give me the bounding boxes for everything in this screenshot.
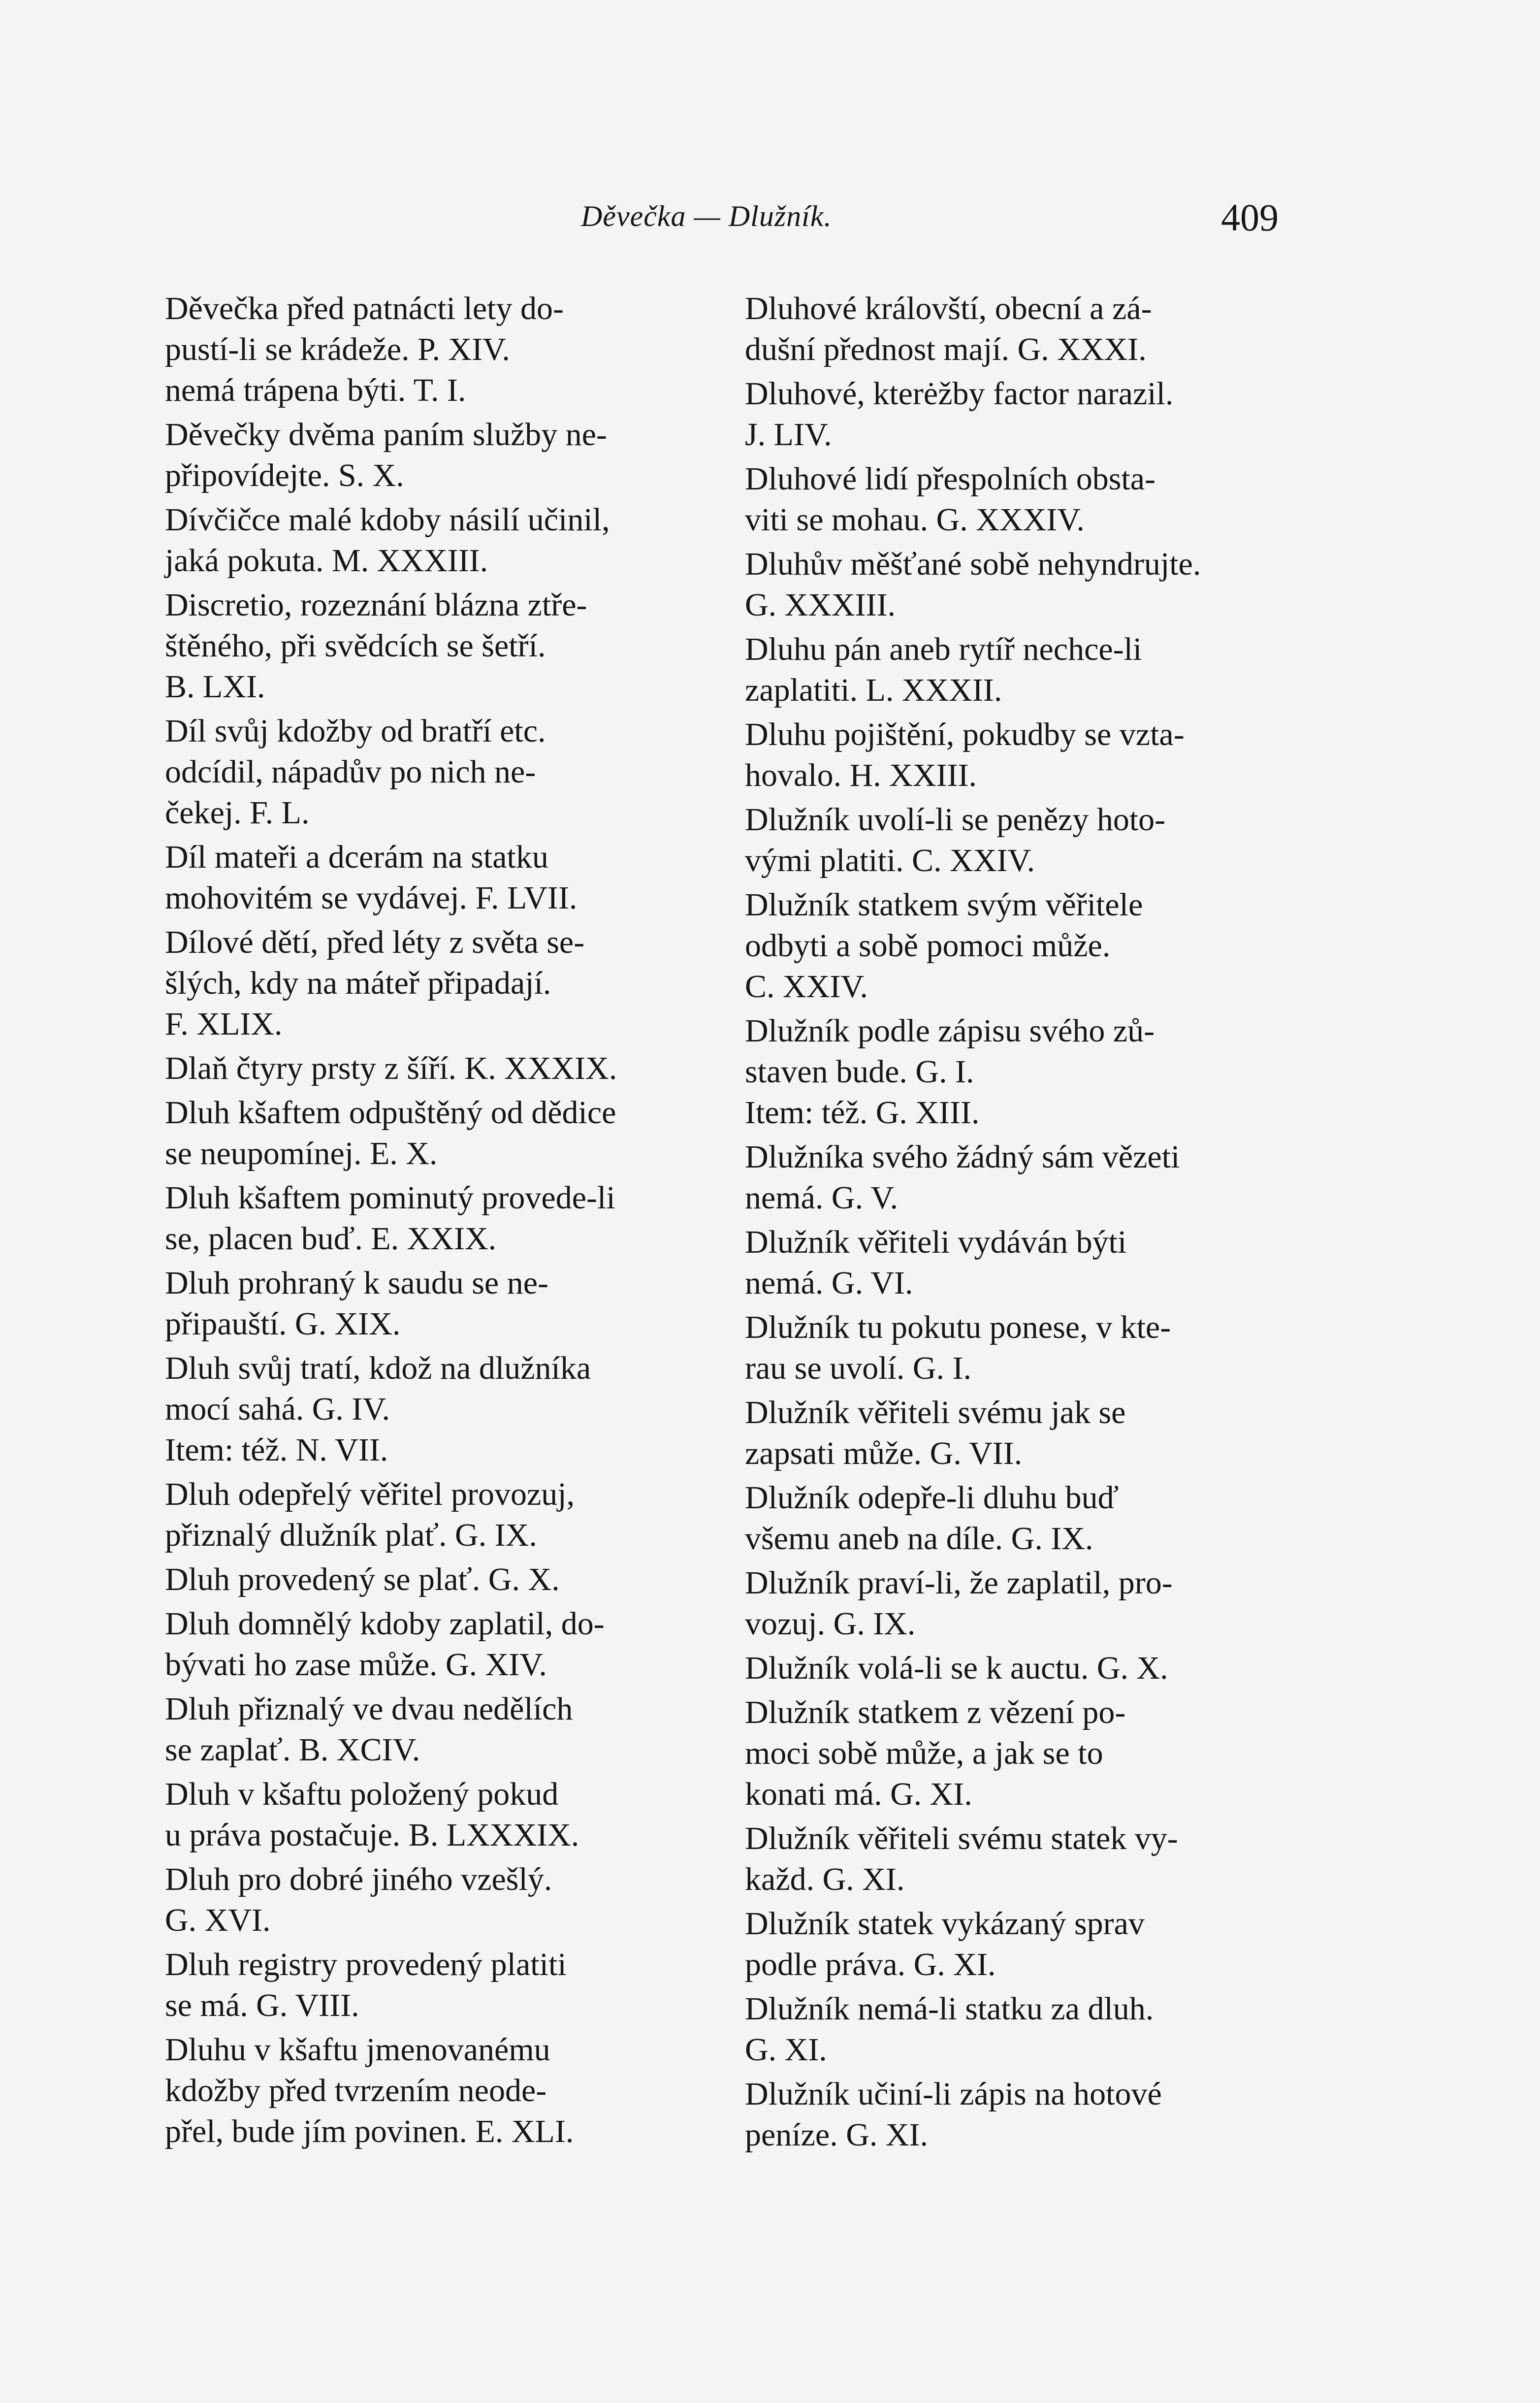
index-entry-line: moci sobě může, a jak se to	[745, 1735, 1103, 1771]
index-entry	[745, 799, 1291, 881]
index-entry	[745, 544, 1291, 625]
index-entry-line: Item: též. G. XIII.	[745, 1095, 980, 1131]
index-entry-line: Dluh provedený se plať. G. X.	[165, 1561, 560, 1597]
index-entry	[165, 1859, 711, 1941]
index-entry-line: Dluh pro dobré jiného vzešlý.	[165, 1861, 552, 1897]
index-entry-line: Dlužníka svého žádný sám vězeti	[745, 1139, 1180, 1175]
index-entry	[165, 585, 711, 707]
index-entry-line: Dlužník věřiteli svému statek vy-	[745, 1820, 1178, 1856]
index-entry-line: se neupomínej. E. X.	[165, 1136, 438, 1171]
index-entry	[165, 499, 711, 581]
index-entry	[165, 711, 711, 833]
index-entry-line: připauští. G. XIX.	[165, 1306, 401, 1342]
index-column-right	[745, 288, 1291, 2159]
index-entry-line: Dluhové, kterėžby factor narazil.	[745, 376, 1174, 412]
index-entry	[745, 1307, 1291, 1389]
index-entry-line: Dlužník statkem z vězení po-	[745, 1694, 1126, 1730]
index-entry-line: podle práva. G. XI.	[745, 1947, 996, 1982]
index-entry	[165, 1092, 711, 1174]
index-entry	[745, 1648, 1291, 1689]
index-entry-line: Dluh odepřelý věřitel provozuj,	[165, 1476, 575, 1512]
index-entry	[165, 1944, 711, 2026]
index-entry	[165, 1474, 711, 1556]
index-entry-line: Dlužník statek vykázaný sprav	[745, 1906, 1145, 1942]
index-entry-line: vými platiti. C. XXIV.	[745, 843, 1035, 878]
index-entry-line: G. XXXIII.	[745, 587, 896, 623]
index-entry-line: šlých, kdy na máteř připadají.	[165, 965, 551, 1001]
index-entry	[745, 1903, 1291, 1985]
index-entry-line: Dluhu pojištění, pokudby se vzta-	[745, 716, 1185, 752]
index-entry	[745, 1137, 1291, 1218]
index-entry	[165, 1559, 711, 1600]
index-entry	[745, 1818, 1291, 1900]
index-entry-line: Dluh kšaftem pominutý provede-li	[165, 1180, 615, 1216]
index-entry-line: Dívčičce malé kdoby násilí učinil,	[165, 502, 610, 538]
index-entry-line: nemá trápena býti. T. I.	[165, 372, 466, 408]
index-entry-line: se, placen buď. E. XXIX.	[165, 1221, 497, 1257]
index-entry	[745, 1222, 1291, 1303]
index-entry-line: G. XVI.	[165, 1902, 271, 1938]
index-entry	[165, 1177, 711, 1259]
index-entry	[745, 2074, 1291, 2155]
index-entry-line: staven bude. G. I.	[745, 1054, 974, 1090]
index-entry-line: Dluh v kšaftu položený pokud	[165, 1776, 559, 1812]
index-column-left	[165, 288, 711, 2155]
index-entry-line: se zaplať. B. XCIV.	[165, 1732, 420, 1768]
index-entry-line: F. XLIX.	[165, 1006, 283, 1042]
index-entry-line: hovalo. H. XXIII.	[745, 757, 977, 793]
index-entry-line: přiznalý dlužník plať. G. IX.	[165, 1517, 537, 1553]
index-entry	[745, 1692, 1291, 1815]
index-entry	[165, 414, 711, 496]
index-entry-line: připovídejte. S. X.	[165, 457, 404, 493]
index-entry	[165, 837, 711, 918]
index-entry	[165, 288, 711, 411]
index-entry-line: J. LIV.	[745, 417, 832, 453]
index-entry-line: kdožby před tvrzením neode-	[165, 2073, 547, 2109]
index-entry-line: G. XI.	[745, 2032, 827, 2068]
index-entry-line: C. XXIV.	[745, 969, 868, 1005]
index-entry	[745, 1988, 1291, 2070]
index-entry-line: bývati ho zase může. G. XIV.	[165, 1647, 547, 1683]
index-entry-line: odcídil, nápadův po nich ne-	[165, 754, 536, 790]
index-entry-line: Dluhové královští, obecní a zá-	[745, 291, 1152, 326]
index-entry-line: Dlužník tu pokutu ponese, v kte-	[745, 1309, 1171, 1345]
index-entry-line: Děvečka před patnácti lety do-	[165, 291, 564, 326]
index-entry-line: Dlužník uvolí-li se penězy hoto-	[745, 802, 1166, 838]
index-entry-line: Dlužník podle zápisu svého zů-	[745, 1013, 1155, 1049]
index-entry-line: se má. G. VIII.	[165, 1987, 359, 2023]
index-entry-line: pustí-li se krádeže. P. XIV.	[165, 331, 510, 367]
index-entry-line: všemu aneb na díle. G. IX.	[745, 1521, 1093, 1557]
index-entry	[165, 1048, 711, 1089]
index-entry-line: Dluhu pán aneb rytíř nechce-li	[745, 631, 1142, 667]
page-header	[0, 196, 1540, 254]
index-entry	[745, 1010, 1291, 1133]
index-entry-line: konati má. G. XI.	[745, 1776, 972, 1812]
index-entry	[165, 1348, 711, 1470]
index-entry	[165, 1774, 711, 1855]
index-entry-line: Dílové dětí, před léty z světa se-	[165, 924, 585, 960]
index-entry-line: Dlužník věřiteli svému jak se	[745, 1395, 1126, 1430]
index-entry-line: každ. G. XI.	[745, 1861, 905, 1897]
index-entry-line: odbyti a sobě pomoci může.	[745, 928, 1111, 964]
index-entry-line: mohovitém se vydávej. F. LVII.	[165, 880, 578, 916]
index-entry-line: viti se mohau. G. XXXIV.	[745, 502, 1085, 538]
index-entry	[745, 629, 1291, 711]
index-entry-line: štěného, při svědcích se šetří.	[165, 628, 546, 664]
index-entry	[745, 714, 1291, 796]
index-entry-line: Dluh domnělý kdoby zaplatil, do-	[165, 1606, 605, 1642]
index-entry-line: nemá. G. V.	[745, 1180, 898, 1216]
index-entry-line: Dluhu v kšaftu jmenovanému	[165, 2032, 550, 2068]
index-entry-line: Dlužník praví-li, že zaplatil, pro-	[745, 1565, 1173, 1601]
index-entry-line: zaplatiti. L. XXXII.	[745, 672, 1002, 708]
index-entry-line: nemá. G. VI.	[745, 1265, 913, 1301]
index-entry-line: peníze. G. XI.	[745, 2117, 929, 2153]
index-entry-line: Dlužník věřiteli vydáván býti	[745, 1224, 1127, 1260]
page-number: 409	[1221, 196, 1279, 239]
index-entry-line: Dlužník nemá-li statku za dluh.	[745, 1991, 1154, 2027]
index-entry-line: Dlužník učiní-li zápis na hotové	[745, 2076, 1162, 2112]
index-entry-line: vozuj. G. IX.	[745, 1606, 916, 1642]
index-entry-line: Dlužník statkem svým věřitele	[745, 887, 1143, 923]
index-entry-line: B. LXI.	[165, 669, 265, 705]
index-entry-line: Dluh prohraný k saudu se ne-	[165, 1265, 548, 1301]
index-entry	[745, 288, 1291, 370]
index-entry-line: dušní přednost mají. G. XXXI.	[745, 331, 1147, 367]
index-entry-line: Děvečky dvěma paním služby ne-	[165, 417, 608, 453]
index-entry-line: Díl svůj kdožby od bratří etc.	[165, 713, 546, 749]
index-entry-line: Discretio, rozeznání blázna ztře-	[165, 587, 587, 623]
index-entry-line: Item: též. N. VII.	[165, 1432, 388, 1468]
index-entry-line: rau se uvolí. G. I.	[745, 1350, 972, 1386]
index-entry-line: jaká pokuta. M. XXXIII.	[165, 543, 488, 579]
index-entry	[745, 373, 1291, 455]
index-entry-line: Dluh kšaftem odpuštěný od dědice	[165, 1095, 616, 1131]
index-entry-line: Dlužník volá-li se k auctu. G. X.	[745, 1650, 1168, 1686]
index-entry-line: Dluhové lidí přespolních obsta-	[745, 461, 1156, 497]
index-entry-line: čekej. F. L.	[165, 795, 310, 831]
index-entry	[745, 458, 1291, 540]
index-entry	[745, 1477, 1291, 1559]
index-entry	[165, 1603, 711, 1685]
index-entry-line: Díl mateři a dcerám na statku	[165, 839, 548, 875]
index-entry	[165, 2029, 711, 2152]
index-entry	[165, 1263, 711, 1344]
index-entry	[165, 922, 711, 1044]
index-entry-line: Dluh registry provedený platiti	[165, 1947, 567, 1982]
index-entry-line: Dlaň čtyry prsty z šíří. K. XXXIX.	[165, 1050, 617, 1086]
index-entry-line: u práva postačuje. B. LXXXIX.	[165, 1817, 579, 1853]
index-entry-line: Dluhův měšťané sobě nehyndrujte.	[745, 546, 1201, 582]
index-entry-line: přel, bude jím povinen. E. XLI.	[165, 2113, 574, 2149]
index-entry-line: mocí sahá. G. IV.	[165, 1391, 390, 1427]
index-entry	[745, 1392, 1291, 1474]
index-entry-line: Dluh přiznalý ve dvau nedělích	[165, 1691, 573, 1727]
index-entry	[165, 1689, 711, 1770]
running-head: Děvečka — Dlužník.	[581, 200, 832, 232]
index-entry-line: Dluh svůj tratí, kdož na dlužníka	[165, 1350, 591, 1386]
index-entry-line: zapsati může. G. VII.	[745, 1435, 1023, 1471]
index-entry	[745, 1562, 1291, 1644]
index-entry	[745, 884, 1291, 1007]
index-entry-line: Dlužník odepře-li dluhu buď	[745, 1480, 1119, 1516]
